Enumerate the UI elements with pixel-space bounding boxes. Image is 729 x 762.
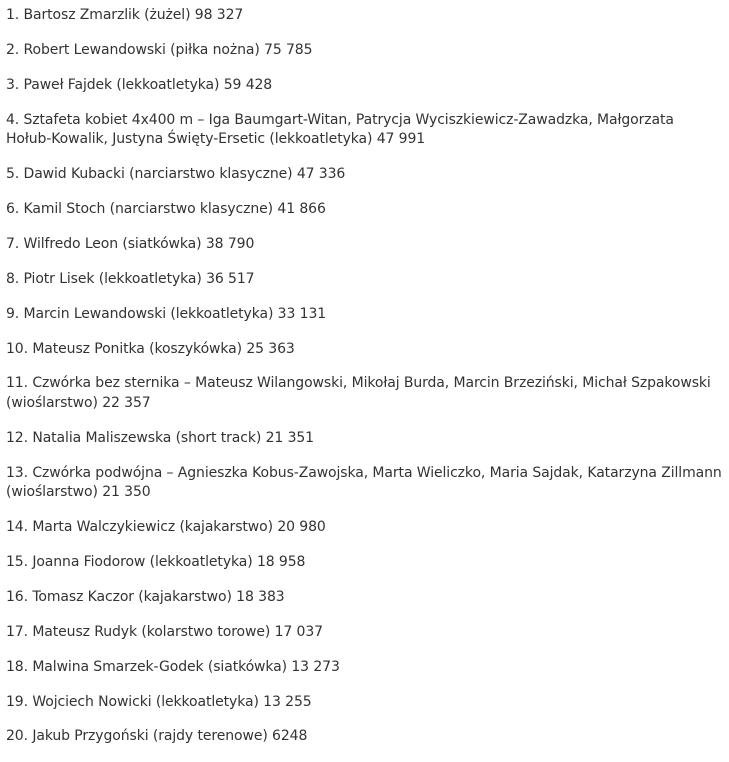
list-item: 19. Wojciech Nowicki (lekkoatletyka) 13 255	[6, 693, 312, 710]
list-item: 10. Mateusz Ponitka (koszykówka) 25 363	[6, 340, 295, 357]
list-item: 14. Marta Walczykiewicz (kajakarstwo) 20 980	[6, 519, 326, 536]
list-item: 12. Natalia Maliszewska (short track) 21 351	[6, 429, 314, 446]
list-item: 13. Czwórka podwójna – Agnieszka Kobus-Zawojska, Marta Wieliczko, Maria Sajdak, Katarzyna Zillmann (wioślarstwo) 21 350	[6, 464, 722, 501]
list-item: 2. Robert Lewandowski (piłka nożna) 75 785	[6, 41, 313, 58]
list-item: 5. Dawid Kubacki (narciarstwo klasyczne) 47 336	[6, 166, 346, 183]
list-item: 7. Wilfredo Leon (siatkówka) 38 790	[6, 235, 255, 252]
list-item: 16. Tomasz Kaczor (kajakarstwo) 18 383	[6, 588, 285, 605]
list-item: 8. Piotr Lisek (lekkoatletyka) 36 517	[6, 270, 255, 287]
ranking-list	[6, 6, 722, 747]
list-item: 20. Jakub Przygoński (rajdy terenowe) 6248	[6, 728, 308, 745]
list-item: 6. Kamil Stoch (narciarstwo klasyczne) 41 866	[6, 200, 326, 217]
list-item: 4. Sztafeta kobiet 4x400 m – Iga Baumgart-Witan, Patrycja Wyciszkiewicz-Zawadzka, Małgorzata Hołub-Kowalik, Justyna Święty-Ersetic (lekkoatletyka) 47 991	[6, 111, 674, 148]
list-item: 9. Marcin Lewandowski (lekkoatletyka) 33 131	[6, 305, 327, 322]
list-item: 11. Czwórka bez sternika – Mateusz Wilangowski, Mikołaj Burda, Marcin Brzeziński, Michał Szpakowski (wioślarstwo) 22 357	[6, 375, 711, 411]
list-item: 3. Paweł Fajdek (lekkoatletyka) 59 428	[6, 76, 273, 93]
list-item: 18. Malwina Smarzek-Godek (siatkówka) 13 273	[6, 658, 340, 675]
list-item: 15. Joanna Fiodorow (lekkoatletyka) 18 958	[6, 553, 306, 570]
list-item: 1. Bartosz Zmarzlik (żużel) 98 327	[6, 7, 244, 23]
list-item: 17. Mateusz Rudyk (kolarstwo torowe) 17 037	[6, 623, 323, 640]
